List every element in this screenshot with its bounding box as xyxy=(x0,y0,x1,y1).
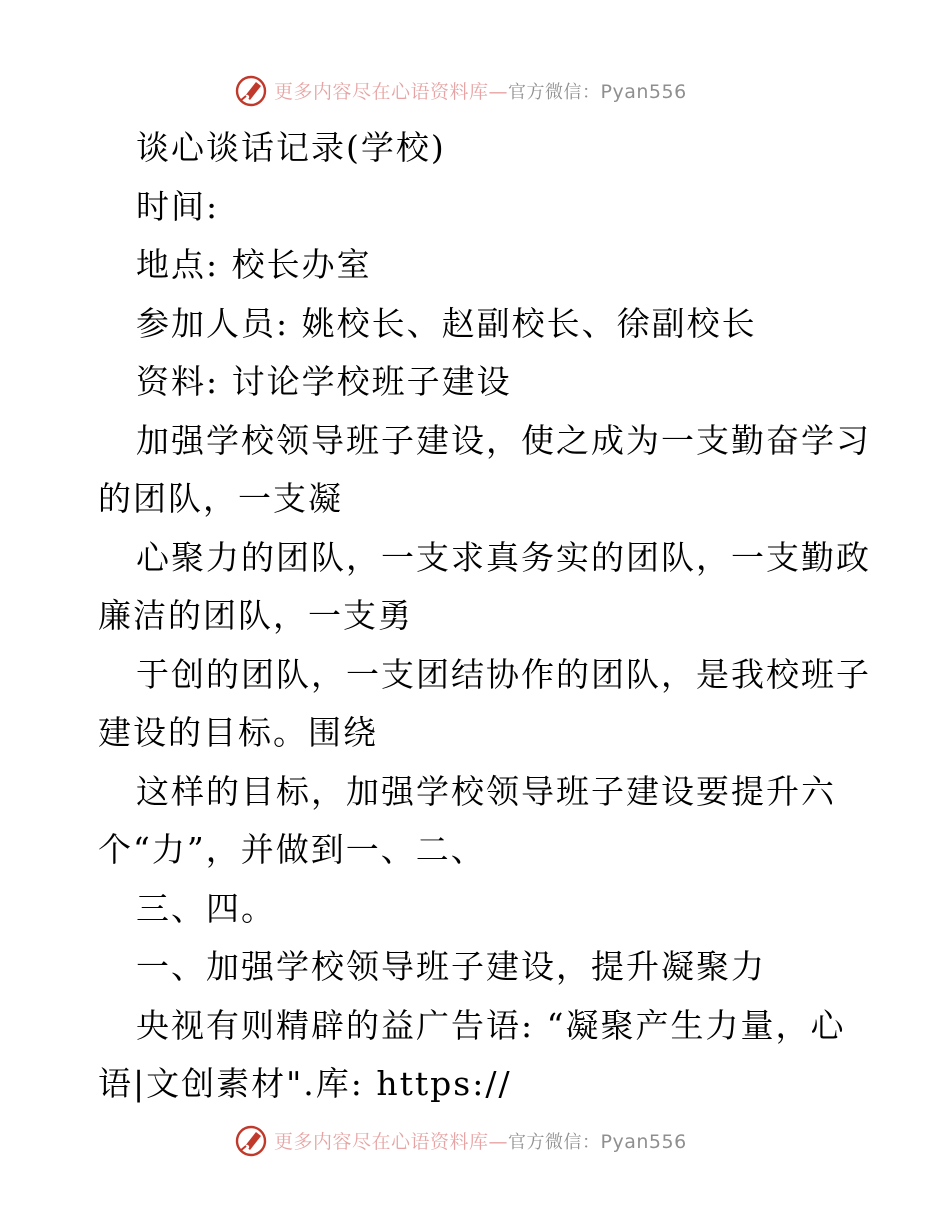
watermark-main: 更多内容尽在心语资料库 xyxy=(274,80,489,103)
text-line: 心聚力的团队，一支求真务实的团队，一支勤政 xyxy=(136,538,871,577)
text-line: 这样的目标，加强学校领导班子建设要提升六 xyxy=(136,772,836,811)
text-line: 央视有则精辟的益广告语: “凝聚产生力量，心 xyxy=(136,1006,846,1045)
text-line: 的团队，一支凝 xyxy=(98,479,343,518)
watermark-banner-top xyxy=(234,70,687,110)
text-line: 地点: 校长办室 xyxy=(136,245,372,284)
watermark-text xyxy=(274,77,687,104)
watermark-main: 更多内容尽在心语资料库 xyxy=(274,1130,489,1153)
text-line: 建设的目标。围绕 xyxy=(98,713,378,752)
section-heading: 一、加强学校领导班子建设，提升凝聚力 xyxy=(136,947,766,986)
watermark-wechat-label: 官方微信： xyxy=(508,1131,601,1153)
watermark-wechat-label: 官方微信： xyxy=(508,81,601,103)
text-line: 三、四。 xyxy=(136,889,276,928)
text-line: 加强学校领导班子建设，使之成为一支勤奋学习 xyxy=(136,421,871,460)
watermark-banner-bottom xyxy=(234,1120,687,1160)
watermark-wechat-id: Pyan556 xyxy=(600,1130,687,1153)
text-line: 参加人员: 姚校长、赵副校长、徐副校长 xyxy=(136,304,757,343)
pen-nib-circle-icon xyxy=(234,73,268,107)
watermark-text xyxy=(274,1127,687,1154)
text-line: 资料: 讨论学校班子建设 xyxy=(136,362,512,401)
pen-nib-circle-icon xyxy=(234,1123,268,1157)
watermark-wechat-id: Pyan556 xyxy=(600,80,687,103)
text-line: 个“力”，并做到一、二、 xyxy=(98,830,486,869)
document-title: 谈心谈话记录(学校) xyxy=(136,128,446,167)
text-line: 于创的团队，一支团结协作的团队，是我校班子 xyxy=(136,655,871,694)
text-line: 语|文创素材".库: https:// xyxy=(98,1064,512,1103)
text-line: 廉洁的团队，一支勇 xyxy=(98,596,413,635)
watermark-dash: — xyxy=(488,1130,509,1153)
text-line: 时间: xyxy=(136,187,220,226)
watermark-dash: — xyxy=(488,80,509,103)
